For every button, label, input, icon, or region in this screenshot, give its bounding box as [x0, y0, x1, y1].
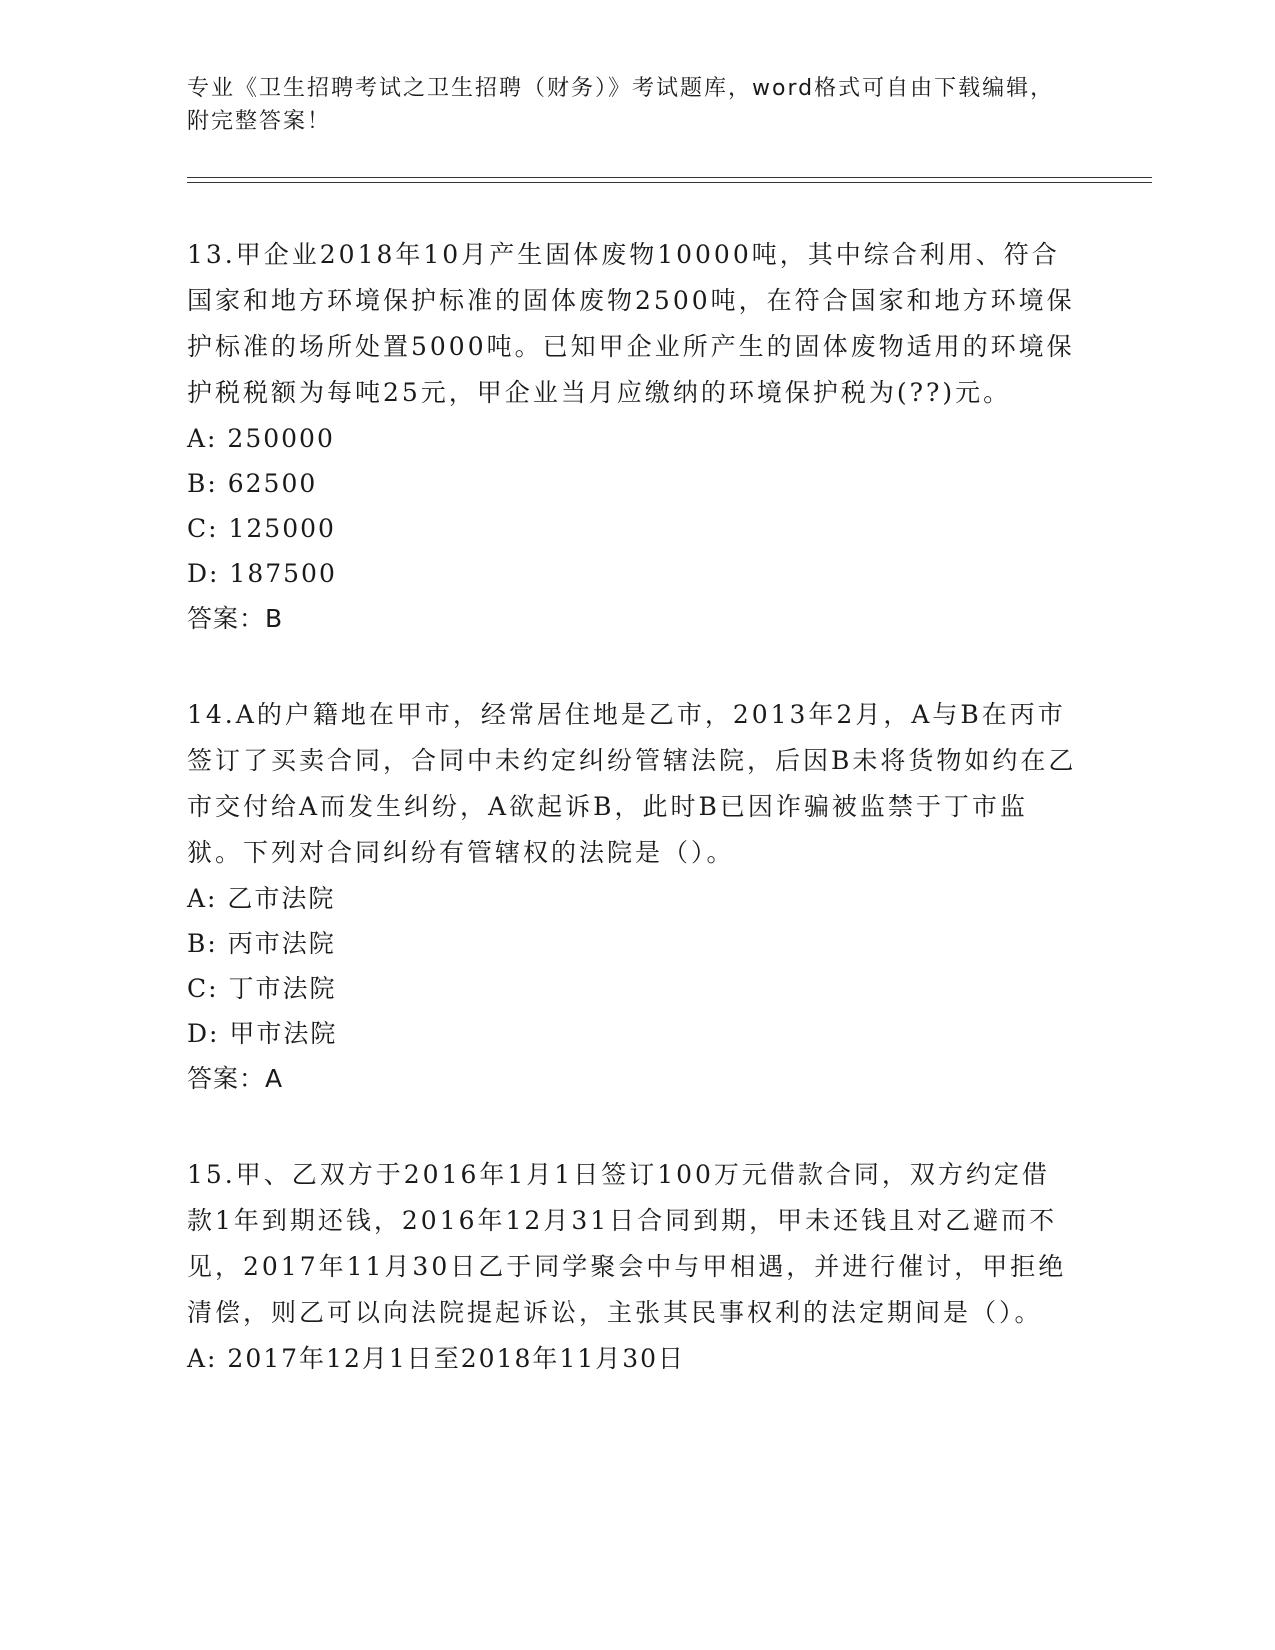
option-d: D: 甲市法院: [187, 1019, 338, 1048]
option-a: A: 250000: [187, 424, 335, 453]
option-a: A: 乙市法院: [187, 884, 336, 913]
question-stem: 15.甲、乙双方于2016年1月1日签订100万元借款合同，双方约定借款1年到期还钱，2016年12月31日合同到期，甲未还钱且对乙避而不见，2017年11月30日乙于同学聚会中与甲相遇，并进行催讨，甲拒绝清偿，则乙可以向法院提起诉讼，主张其民事权利的法定期间是（）。: [187, 1160, 1067, 1327]
option-a: A: 2017年12月1日至2018年11月30日: [187, 1344, 686, 1373]
option-b: B: 62500: [187, 469, 318, 498]
option-c: C: 125000: [187, 514, 336, 543]
question-15: [187, 1152, 1077, 1381]
option-d: D: 187500: [187, 559, 337, 588]
option-b: B: 丙市法院: [187, 929, 336, 958]
answer-line: 答案：B: [187, 604, 284, 633]
question-stem: 14.A的户籍地在甲市，经常居住地是乙市，2013年2月，A与B在丙市签订了买卖合同，合同中未约定纠纷管辖法院，后因B未将货物如约在乙市交付给A而发生纠纷，A欲起诉B，此时B已因诈骗被监禁于丁市监狱。下列对合同纠纷有管辖权的法院是（）。: [187, 700, 1077, 867]
header-divider-top: [187, 177, 1152, 178]
header-divider-bottom: [187, 182, 1152, 183]
answer-line: 答案：A: [187, 1064, 284, 1093]
question-list: [187, 232, 1077, 1431]
option-c: C: 丁市法院: [187, 974, 337, 1003]
question-14: [187, 692, 1077, 1102]
question-stem: 13.甲企业2018年10月产生固体废物10000吨，其中综合利用、符合国家和地方环境保护标准的固体废物2500吨，在符合国家和地方环境保护标准的场所处置5000吨。已知甲企业所产生的固体废物适用的环境保护税税额为每吨25元，甲企业当月应缴纳的环境保护税为(??)元。: [187, 240, 1075, 407]
document-header: 专业《卫生招聘考试之卫生招聘（财务）》考试题库，word格式可自由下载编辑，附完整答案！: [187, 76, 1055, 134]
question-13: [187, 232, 1077, 642]
